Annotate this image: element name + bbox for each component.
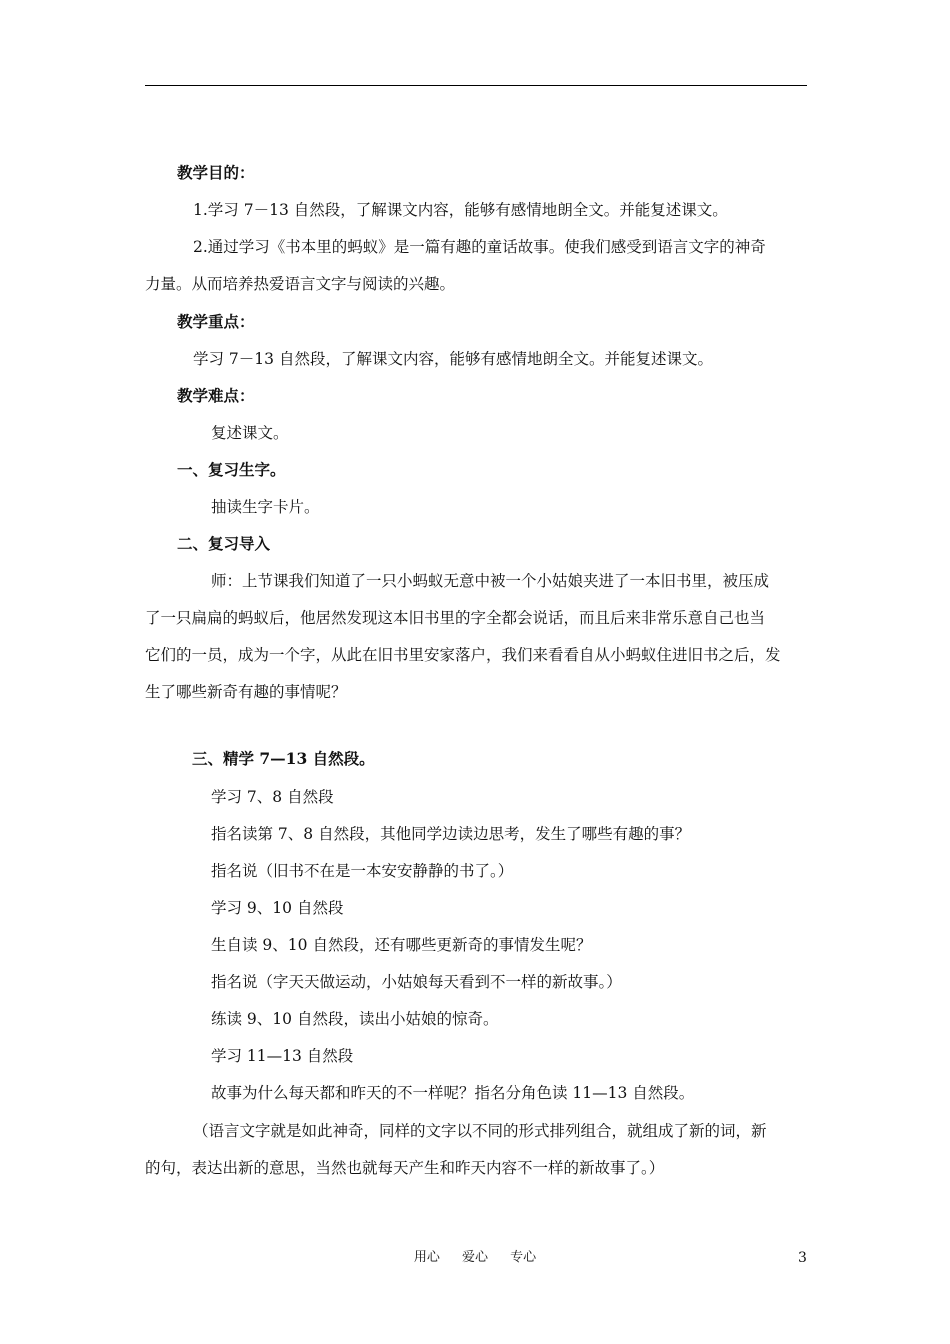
key-points-text: 学习 7－13 自然段，了解课文内容，能够有感情地朗全文。并能复述课文。 (193, 350, 713, 368)
section-3-line-6: 指名说（字天天做运动，小姑娘每天看到不一样的新故事。） (211, 973, 622, 991)
section-3-line-1: 学习 7、8 自然段 (211, 788, 334, 806)
section-3-line-2: 指名读第 7、8 自然段，其他同学边读边思考，发生了哪些有趣的事？ (211, 825, 691, 843)
section-2-heading: 二、复习导入 (177, 534, 271, 553)
section-3-line-3: 指名说（旧书不在是一本安安静静的书了。） (211, 862, 514, 880)
header-rule (145, 85, 807, 86)
section-3-line-4: 学习 9、10 自然段 (211, 899, 344, 917)
section-3-line-7: 练读 9、10 自然段，读出小姑娘的惊奇。 (211, 1010, 499, 1028)
section-3-line-9: 故事为什么每天都和昨天的不一样呢？指名分角色读 11—13 自然段。 (211, 1084, 695, 1102)
page-number: 3 (798, 1250, 807, 1266)
section-3-heading: 三、精学 7—13 自然段。 (192, 749, 375, 768)
objectives-heading: 教学目的： (177, 163, 255, 182)
footer-motto-1: 用心 (413, 1250, 440, 1265)
objective-2-line-2: 力量。从而培养热爱语言文字与阅读的兴趣。 (145, 275, 456, 293)
objective-1: 1.学习 7－13 自然段，了解课文内容，能够有感情地朗全文。并能复述课文。 (193, 201, 728, 219)
key-points-heading: 教学重点： (177, 312, 255, 331)
section-1-text: 抽读生字卡片。 (211, 498, 320, 516)
footer-motto-3: 专心 (510, 1250, 537, 1265)
footer-motto (0, 1248, 950, 1268)
section-2-paragraph-line-4: 生了哪些新奇有趣的事情呢？ (145, 683, 347, 701)
section-2-paragraph-line-2: 了一只扁扁的蚂蚁后，他居然发现这本旧书里的字全都会说话，而且后来非常乐意自己也当 (145, 609, 766, 627)
section-3-line-8: 学习 11—13 自然段 (211, 1047, 354, 1065)
footer-motto-2: 爱心 (461, 1250, 488, 1265)
difficulty-text: 复述课文。 (211, 424, 289, 442)
section-1-heading: 一、复习生字。 (177, 460, 286, 479)
section-3-line-11: 的句，表达出新的意思，当然也就每天产生和昨天内容不一样的新故事了。） (145, 1159, 665, 1177)
section-2-paragraph-line-1: 师：上节课我们知道了一只小蚂蚁无意中被一个小姑娘夹进了一本旧书里，被压成 (211, 572, 770, 590)
objective-2-line-1: 2.通过学习《书本里的蚂蚁》是一篇有趣的童话故事。使我们感受到语言文字的神奇 (193, 238, 766, 256)
difficulty-heading: 教学难点： (177, 386, 255, 405)
section-3-line-5: 生自读 9、10 自然段，还有哪些更新奇的事情发生呢？ (211, 936, 592, 954)
section-2-paragraph-line-3: 它们的一员，成为一个字，从此在旧书里安家落户，我们来看看自从小蚂蚁住进旧书之后，发 (145, 646, 781, 664)
section-3-line-10: （语言文字就是如此神奇，同样的文字以不同的形式排列组合，就组成了新的词，新 (193, 1122, 767, 1140)
